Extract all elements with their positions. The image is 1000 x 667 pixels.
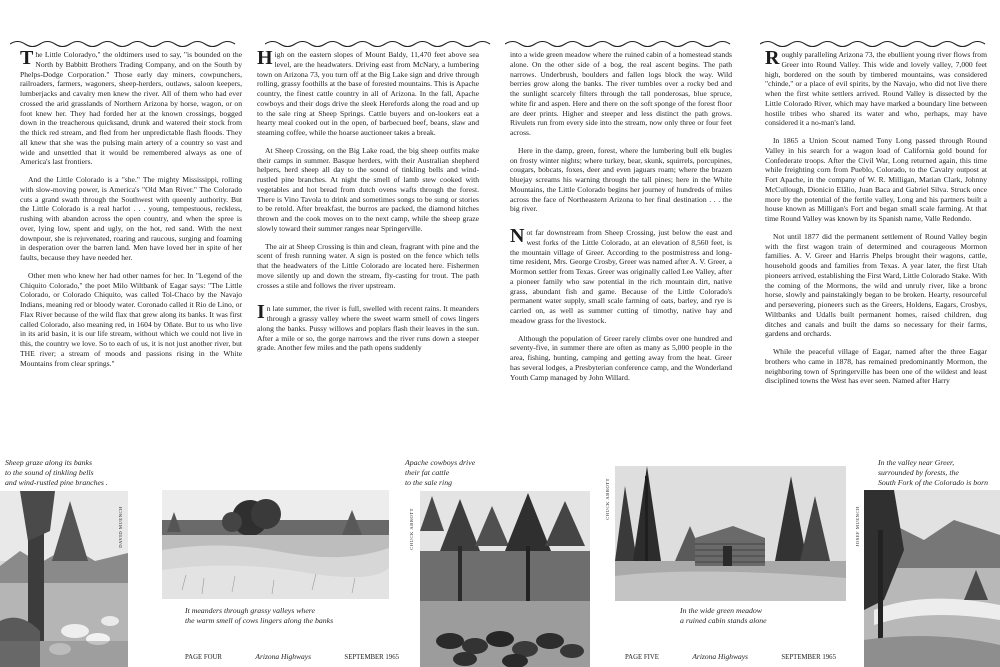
magazine-name: Arizona Highways: [255, 652, 312, 661]
page-folio-left: [185, 652, 399, 661]
wave-divider: [505, 38, 735, 50]
paragraph-text: ot far downstream from Sheep Crossing, just below the east and west forks of the Little Colorado, at an elevation of 8,560 feet, is the mountain village of Greer. According to the postmistress and long-time resident, Mrs. George Crosby, Greer was named after A. V. Greer, a Mormon settler from Texas. Greer was originally called Lee Valley, after a pioneer family who saw potential in the rich mountain dirt, native grass, abundant fish and game. Because of the Little Colorado's permanent water supply, small scale farming of oats, barley, and rye is carried on, as well as summer cutting of timothy, native hay and meadow grass for the livestock.: [510, 228, 732, 325]
paragraph: into a wide green meadow where the ruined cabin of a homestead stands alone. On the other side of a bog, the real ascent begins. The path narrows. Underbrush, boulders and fallen logs block the way. Wild berries grow along the banks. The river tumbles over a rocky bed and the sunlight scarcely filters through the tall ponderosas, blue spruce, white fir and aspen. Here and there on the soft sponge of the forest floor are deer prints. Higher and steeper and less distinct the path grows. Rivulets run from every side into the stream, now only three or four feet across.: [510, 50, 732, 137]
caption-sheep: Sheep graze along its banks to the sound of tinkling bells and wind-rustled pine branches .: [5, 458, 108, 487]
photo-credit: CHUCK ABBOTT: [605, 478, 610, 520]
paragraph-text: n late summer, the river is full, swelled with recent rains. It meanders through a grassy valley where the sweet warm smell of cows lingers along the banks. Pussy willows and poplars flash their leaves in the sun. After a mile or so, the gorge narrows and the river runs down a steeper grade. Another few miles and the path opens suddenly: [257, 304, 479, 353]
caption-greer: In the valley near Greer, surrounded by forests, the South Fork of the Colorado is born: [878, 458, 989, 487]
paragraph: Other men who knew her had other names for her. In "Legend of the Chiquito Colorado," the poet Milo Wiltbank of Eagar says: "The Little Colorado, or Colorado Chiquito, was called Tol-Chaco by the Navajo Indians, meaning red or bloody water. Coronado called it Rio de Lino, or Flax River because of the wild flax that grew along its banks. It was first called Colorado, also meaning red, in 1604 by Oñate. But to us who live in its arid basin, it is our life stream, without which we could not live in this, the country we love. So to each of us, it is not just another river, but THE river; a stream of moods and passions rising in the White Mountains from clear springs.": [20, 270, 242, 368]
photo-credit: CHUCK ABBOTT: [409, 508, 414, 550]
caption-cowboys: Apache cowboys drive their fat cattle to the sale ring: [405, 458, 476, 487]
paragraph: [257, 301, 479, 353]
paragraph: Although the population of Greer rarely climbs over one hundred and seventy-five, in summer there are often as many as 5,000 people in the area, fishing, hunting, camping and getting away from the heat. Greer has several lodges, a Presbyterian conference camp, and the Wonderland Youth Camp managed by John Willard.: [510, 333, 732, 382]
wave-divider: [10, 38, 240, 50]
drop-cap: N: [510, 225, 525, 247]
photo-grassy-meadow: [162, 490, 389, 599]
drop-cap: T: [20, 47, 34, 69]
paragraph: [765, 47, 987, 128]
article-column-1: [20, 47, 242, 376]
wave-divider: [760, 38, 990, 50]
drop-cap: H: [257, 47, 273, 69]
photo-greer-valley: [864, 490, 1000, 667]
paragraph: [20, 47, 242, 167]
article-column-2: [257, 47, 479, 361]
issue-date: SEPTEMBER 1965: [344, 654, 399, 661]
paragraph: And the Little Colorado is a "she." The mighty Mississippi, rolling with slow-moving power, is America's "Old Man River." The Colorado cuts a grand swath through the Southwest with queenly authority. But the Little Colorado is a real harlot . . . young, tempestuous, reckless, rushing with abandon across the open country, and when the spree is over, lying low, spent and ugly, on the hot, red sand. With the next downpour, she is rejuvenated, roaring and raucous, surging and foaming in desperation over the barren land. Men have loved her in spite of her faults, because they have needed her.: [20, 175, 242, 262]
issue-date: SEPTEMBER 1965: [781, 654, 836, 661]
article-column-3: [510, 50, 732, 390]
drop-cap: I: [257, 301, 265, 324]
article-column-4: [765, 47, 987, 394]
paragraph: Not until 1877 did the permanent settlement of Round Valley begin with the first wagon train of determined and courageous Mormon families. A. V. Greer and Harris Phelps brought their wagons, cattle, household goods and families from Texas. A year later, the first Utah pioneers arrived, establishing the First Ward, Little Colorado Stake. With the coming of the Mormons, the wild and unruly river, like a bronc horse, slowly and painstakingly began to be broken. Hearty, resourceful and persevering, pioneers such as the Greers, Holdens, Eagars, Crosbys, Wiltbanks and Udalls built permanent homes, raised children, dug ditches and canals and built the dams so necessary for their farms, gardens and orchards.: [765, 231, 987, 339]
page-folio-right: [625, 652, 836, 661]
paragraph-text: oughly paralleling Arizona 73, the ebullient young river flows from Greer into Round Valley. This wide and lovely valley, 7,000 feet high, bordered on the south by timbered mountains, was considered "chinde," or a place of evil spirits, by the Navajo, who did not live there when the first white settlers arrived. Round Valley is dissected by the Little Colorado River, which may have marked a boundary line between hostile tribes who shared its water and who, perhaps, may have considered it a no-man's land.: [765, 50, 987, 128]
photo-sheep-grazing: [0, 491, 128, 667]
paragraph: [257, 47, 479, 138]
caption-meadow: It meanders through grassy valleys where the warm smell of cows lingers along the banks: [185, 606, 334, 625]
photo-credit: JOSEF MUENCH: [855, 506, 860, 547]
drop-cap: R: [765, 47, 780, 69]
caption-cabin: In the wide green meadow a ruined cabin stands alone: [680, 606, 767, 625]
paragraph: [510, 225, 732, 326]
page-number: PAGE FIVE: [625, 654, 659, 661]
page-number: PAGE FOUR: [185, 654, 222, 661]
magazine-name: Arizona Highways: [692, 652, 748, 661]
wave-divider: [265, 38, 495, 50]
paragraph: While the peaceful village of Eagar, named after the three Eagar brothers who came in 1878, has remained predominantly Mormon, the neighboring town of Springerville has been one of the wildest and least disciplined towns the West has ever seen. Named after Harry: [765, 347, 987, 386]
paragraph: The air at Sheep Crossing is thin and clean, fragrant with pine and the scent of fresh running water. A sign is posted on the fence which tells that the headwaters of the Little Colorado are located here. Fishermen move silently up and down the stream, fly-casting for trout. The path crosses a stile and follows the river upstream.: [257, 241, 479, 290]
photo-credit: DAVID MUENCH: [118, 506, 123, 548]
photo-ruined-cabin: [615, 466, 846, 601]
paragraph: At Sheep Crossing, on the Big Lake road, the big sheep outfits make their camps in summer. Basque herders, with their Australian shepherd helpers, herd sheep all day to the sound of tinkling bells and wind-rustled pine branches. At night the smell of lamb stew cooked with vegetables and hot bread from dutch ovens wafts through the forest. There is Vino Tavola to drink and sometimes songs to be sung or stories to be retold. After breakfast, the burros are packed, the diamond hitches thrown and the cook moves on to the next camp, while the sheep graze slowly toward their summer ranges near Springerville.: [257, 145, 479, 233]
photo-cattle-drive: [420, 491, 590, 667]
paragraph: In 1865 a Union Scout named Tony Long passed through Round Valley in his search for a wagon load of California gold bound for Confederate troops. After the Civil War, Long returned again, this time while freighting corn from Pueblo, Colorado, to the Cavalry outpost at Fort Apache, in the company of W. R. Milligan, Marian Clark, Johnny McCullough, Dionicio Elālio, Juan Baca and Gabriel Silva. Struck once more by the potential of the fertile valley, Long and his partners built a house known as Milligan's Fort and began small scale farming. At that time Round Valley was known by its Spanish name, Valle Redondo.: [765, 136, 987, 223]
paragraph: Here in the damp, green, forest, where the lumbering bull elk bugles on frosty winter nights; where turkey, bear, skunk, squirrels, porcupines, cougars, bobcats, foxes, deer and even jaguars roam; where the brazen bluejay screams his warning through the tall pines; here in the White Mountains, the Little Colorado begins her journey of hundreds of miles across the face of Northeastern Arizona to her final destination . . . the big river.: [510, 145, 732, 214]
paragraph-text: igh on the eastern slopes of Mount Baldy, 11,470 feet above sea level, are the headwaters. Driving east from McNary, a lumbering town on Arizona 73, you turn off at the Big Lake sign and drive through rolling, grassy foothills at the base of forested mountains. This is Apache country, the finest cattle country in all of Arizona. In the fall, Apache cowboys and their dogs drive the sleek Herefords along the road and up to the sale ring at Sheep Springs. Cattle buyers and on-lookers eat a hearty meal cooked out in the open, of barbecued beef, beans, slaw and steaming coffee, while the hoarse auctioneer takes a break.: [257, 50, 479, 137]
paragraph-text: he Little Coloradyo," the oldtimers used to say, "is bounded on the North by Babbitt Brothers Trading Company, and on the South by Phelps-Dodge Corporation." Those early day miners, cowpunchers, railroaders, farmers, wagoners, sheep-herders, outlaws, saloon keepers, lumberjacks and cavalry men knew the river. All of them who had ever crossed the arid grasslands of Northern Arizona by horse, wagon, or on foot knew her. They had forded her at the known crossings, bogged down in the treacherous quicksand, drunk and watered their stock from the thick red stream, and fled from her unpredictable flash floods. They all knew that she was the pulsing main artery of a country so vast and wide and unsettled that it would be remembered always as one of America's last frontiers.: [20, 50, 242, 167]
